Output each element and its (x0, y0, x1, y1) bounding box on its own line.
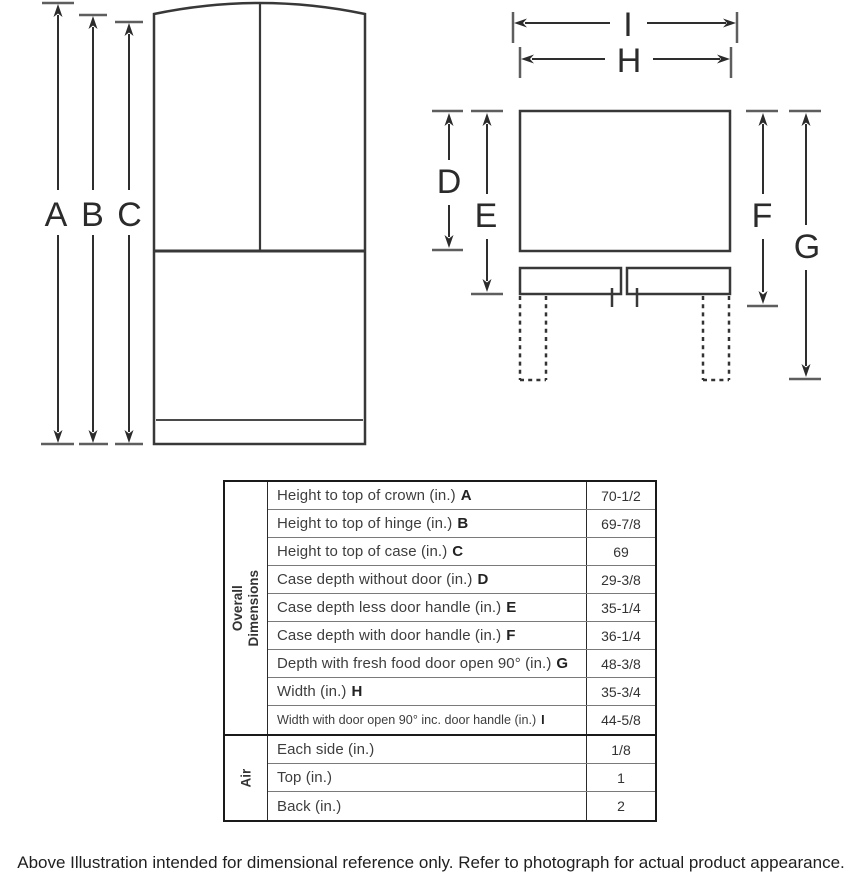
right-door-top-view (627, 268, 730, 294)
group-cell-air (225, 736, 268, 820)
spec-value: 48-3/8 (586, 650, 655, 677)
fridge-case-top-view (520, 111, 730, 251)
dim-label-f: F (751, 197, 773, 235)
spec-value: 44-5/8 (586, 706, 655, 734)
dim-arrow-c (115, 22, 143, 444)
spec-row-width (268, 678, 655, 706)
spec-row-depth-without-door (268, 566, 655, 594)
spec-value: 69 (586, 538, 655, 565)
dim-label-e: E (474, 197, 498, 235)
spec-label (268, 594, 586, 621)
dimensions-spec-table (223, 480, 657, 822)
spec-row-air-back (268, 792, 655, 820)
spec-value: 1 (586, 764, 655, 791)
spec-label-text: Case depth less door handle (in.) (277, 599, 502, 616)
spec-label (268, 764, 586, 791)
dim-arrow-d (432, 111, 463, 250)
spec-label (268, 736, 586, 763)
top-view-diagram (432, 6, 821, 380)
group-label-overall-dimensions (230, 570, 262, 647)
air-clearance-section (225, 734, 655, 820)
group-label-line1: Air (237, 768, 253, 788)
spec-row-width-door-open (268, 706, 655, 734)
dim-arrow-h (520, 42, 731, 80)
group-label-line1: Overall (229, 585, 245, 631)
spec-label (268, 706, 586, 734)
spec-key-letter: B (457, 515, 469, 532)
spec-key-letter: G (556, 655, 569, 672)
dim-label-c: C (117, 196, 142, 234)
spec-value: 70-1/2 (586, 482, 655, 509)
spec-row-height-crown (268, 482, 655, 510)
dim-label-a: A (44, 196, 68, 234)
spec-label-text: Case depth without door (in.) (277, 571, 473, 588)
spec-key-letter: H (351, 683, 363, 700)
spec-label (268, 792, 586, 820)
spec-key-letter: I (541, 713, 545, 727)
dim-label-i: I (623, 6, 633, 44)
group-label-line2: Dimensions (246, 569, 261, 647)
dim-arrow-a (41, 3, 74, 444)
dim-label-g: G (793, 228, 821, 266)
spec-label-text: Height to top of hinge (in.) (277, 515, 453, 532)
dim-label-b: B (81, 196, 104, 234)
spec-row-height-hinge (268, 510, 655, 538)
dim-f-down-arrowhead (759, 291, 768, 304)
group-label-air (238, 769, 254, 788)
spec-label-text: Top (in.) (277, 769, 333, 786)
dim-label-d: D (436, 163, 462, 201)
spec-value: 29-3/8 (586, 566, 655, 593)
spec-value: 69-7/8 (586, 510, 655, 537)
group-cell-overall-dimensions (225, 482, 268, 734)
dim-arrow-f (746, 111, 778, 306)
spec-value: 1/8 (586, 736, 655, 763)
spec-label (268, 482, 586, 509)
spec-row-depth-with-handle (268, 622, 655, 650)
air-clearance-rows (268, 736, 655, 820)
spec-label-text: Height to top of crown (in.) (277, 487, 456, 504)
spec-key-letter: C (452, 543, 464, 560)
spec-value: 35-1/4 (586, 594, 655, 621)
spec-label-text: Depth with fresh food door open 90° (in.) (277, 655, 552, 672)
spec-row-height-case (268, 538, 655, 566)
spec-row-air-each-side (268, 736, 655, 764)
front-view-diagram (41, 3, 365, 444)
spec-value: 36-1/4 (586, 622, 655, 649)
spec-row-depth-less-handle (268, 594, 655, 622)
dim-arrow-g (789, 111, 821, 379)
dim-label-h: H (616, 42, 642, 80)
spec-label-text: Case depth with door handle (in.) (277, 627, 502, 644)
dim-arrow-e (471, 111, 503, 294)
spec-label (268, 678, 586, 705)
spec-label (268, 510, 586, 537)
spec-key-letter: E (506, 599, 517, 616)
spec-label (268, 566, 586, 593)
spec-value: 2 (586, 792, 655, 820)
spec-label-text: Width (in.) (277, 683, 347, 700)
spec-label-text: Height to top of case (in.) (277, 543, 448, 560)
spec-label (268, 622, 586, 649)
caption-note: Above Illustration intended for dimensional reference only. Refer to photograph for actual product appearance. (17, 853, 845, 872)
dim-arrow-b (79, 15, 108, 444)
spec-key-letter: D (477, 571, 489, 588)
spec-label-text: Back (in.) (277, 797, 342, 815)
overall-dimensions-rows (268, 482, 655, 734)
door-open-dashed-outline-left (520, 296, 546, 380)
door-open-dashed-outline-right (703, 296, 729, 380)
spec-value: 35-3/4 (586, 678, 655, 705)
spec-key-letter: A (460, 487, 472, 504)
dim-arrow-i (513, 6, 737, 44)
spec-row-air-top (268, 764, 655, 792)
spec-label (268, 538, 586, 565)
spec-key-letter: F (506, 627, 516, 644)
overall-dimensions-section (225, 482, 655, 734)
spec-label-text: Each side (in.) (277, 741, 375, 758)
spec-label-text: Width with door open 90° inc. door handle (in.) (277, 713, 537, 727)
spec-label (268, 650, 586, 677)
left-door-top-view (520, 268, 621, 294)
spec-row-depth-door-open (268, 650, 655, 678)
